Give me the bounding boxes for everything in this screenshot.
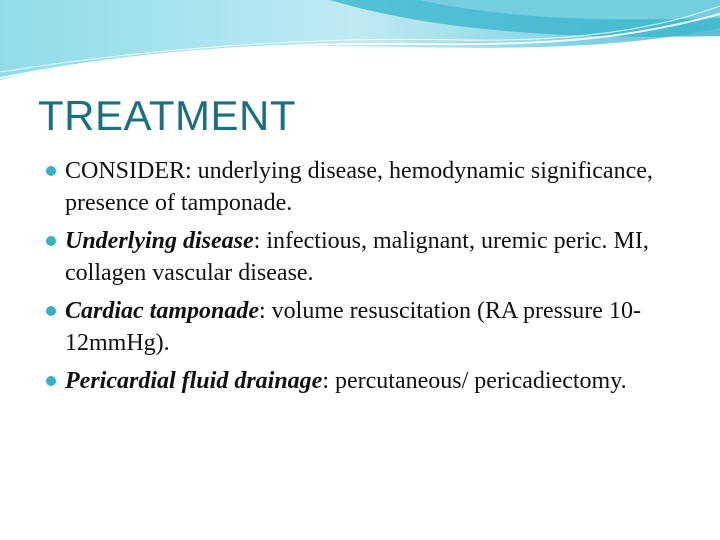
bullet-item bbox=[44, 155, 664, 219]
bullet-dot-icon bbox=[46, 166, 56, 176]
bullet-item bbox=[44, 365, 664, 397]
bullet-text: : infectious, malignant, uremic peric. MI, collagen vascular disease. bbox=[65, 228, 649, 286]
bullet-item bbox=[44, 295, 664, 359]
bullet-dot-icon bbox=[46, 306, 56, 316]
slide-title: TREATMENT bbox=[38, 92, 297, 139]
bullet-dot-icon bbox=[46, 376, 56, 386]
bullet-text: : volume resuscitation (RA pressure 10-12mmHg). bbox=[65, 298, 641, 356]
wave-header-decoration bbox=[0, 0, 720, 90]
bullet-term: Cardiac tamponade bbox=[65, 298, 260, 324]
bullet-dot-icon bbox=[46, 236, 56, 246]
bullet-item bbox=[44, 225, 664, 289]
bullet-text: CONSIDER: underlying disease, hemodynamic significance, presence of tamponade. bbox=[65, 158, 653, 216]
bullet-term: Underlying disease bbox=[65, 228, 254, 254]
bullet-list bbox=[44, 155, 664, 403]
bullet-text: : percutaneous/ pericadiectomy. bbox=[322, 368, 627, 394]
bullet-term: Pericardial fluid drainage bbox=[65, 368, 323, 394]
